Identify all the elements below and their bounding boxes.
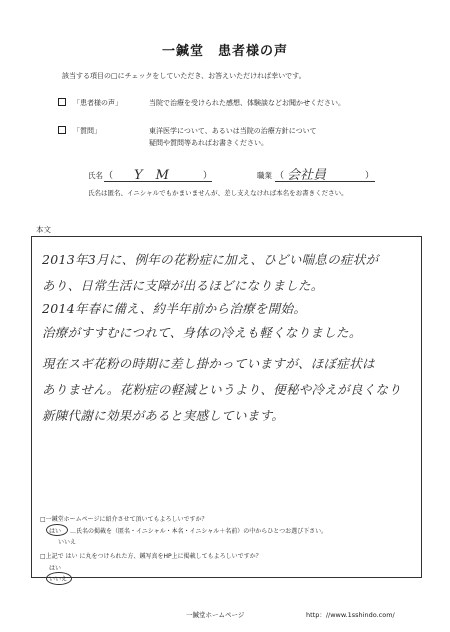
option-voice-desc: 当院で治療を受けられた感想、体験談などお聞かせください。: [149, 99, 345, 107]
option-voice-checkbox[interactable]: [58, 98, 66, 106]
occupation-field[interactable]: （ 会社員 ）: [275, 164, 375, 182]
question-photo: □上記で はい に丸をつけられた方、鍼写真をHP上に掲載してもよろしいですか？: [40, 553, 262, 560]
body-line: 治療がすすむにつれて、身体の冷えも軽くなりました。: [42, 325, 362, 340]
option-question: [58, 126, 66, 134]
intro-text: 該当する項目の□にチェックをしていただき、お答えいただければ幸いです。: [62, 72, 306, 80]
q1-answer-yes[interactable]: はい: [49, 528, 62, 535]
option-question-checkbox[interactable]: [58, 126, 66, 134]
body-line: ありません。花粉症の軽減というより、便秘や冷えが良くなり: [42, 382, 402, 397]
occupation-value: 会社員: [287, 168, 327, 183]
option-question-desc-line2: 疑問や質問等あればお書きください。: [149, 139, 268, 147]
option-voice-label: 「患者様の声」: [73, 99, 122, 107]
q2-answer-no[interactable]: いいえ: [49, 576, 68, 583]
name-label: 氏名: [88, 171, 103, 180]
option-question-label: 「質問」: [73, 127, 101, 135]
q1-answer-no[interactable]: いいえ: [58, 539, 77, 546]
body-line: あり、日常生活に支障が出るほどになりました。: [42, 278, 324, 293]
question-homepage: □一鍼堂ホームページに紹介させて頂いてもよろしいですか？: [40, 516, 208, 523]
page-title: 一鍼堂 患者様の声: [161, 44, 288, 59]
footer-homepage-label: 一鍼堂ホームページ: [186, 611, 245, 619]
q1-name-format: …氏名の掲載を（匿名・イニシャル・本名・イニシャル＋名前）の中からひとつお選び下さい。: [70, 528, 328, 535]
footer-url[interactable]: http：//www.1sshindo.com/: [306, 611, 395, 619]
name-note: 氏名は匿名、イニシャルでもかまいませんが、差し支えなければ本名をお書きください。: [88, 189, 348, 197]
name-value: Y M: [134, 168, 169, 183]
q2-answer-yes[interactable]: はい: [49, 565, 62, 572]
body-line: 2014年春に備え、約半年前から治療を開始。: [42, 301, 307, 316]
body-label: 本文: [36, 225, 51, 234]
option-question-desc-line1: 東洋医学について、あるいは当院の治療方針について: [149, 127, 317, 135]
option-voice: [58, 98, 66, 106]
body-line: 新陳代謝に効果があると実感しています。: [42, 408, 285, 423]
occupation-label: 職業: [257, 171, 272, 180]
name-field[interactable]: （ Y M ）: [104, 164, 212, 182]
body-line: 現在スギ花粉の時期に差し掛かっていますが、ほぼ症状は: [42, 356, 375, 371]
body-line: 2013年3月に、例年の花粉症に加え、ひどい喘息の症状が: [42, 252, 379, 267]
